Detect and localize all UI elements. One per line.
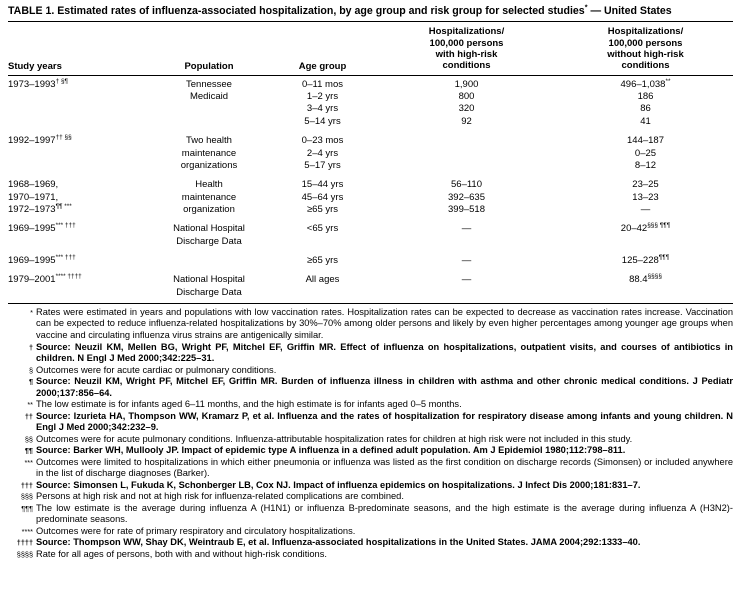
column-header-age-group: Age group xyxy=(298,60,347,72)
header-line: without high-risk xyxy=(607,49,684,61)
rate-without-high-risk-cell: 0–25 xyxy=(634,147,657,159)
age-group-cell: <65 yrs xyxy=(306,223,339,235)
study-years-cell: 1969–1995*** ††† xyxy=(8,253,76,266)
rate-without-high-risk-cell: 41 xyxy=(640,115,651,127)
column-header-with-high-risk xyxy=(375,26,558,72)
age-group-cell: ≥65 yrs xyxy=(306,254,339,266)
age-group-cell: ≥65 yrs xyxy=(306,203,339,215)
study-years-cell xyxy=(8,148,148,160)
header-line: 100,000 persons xyxy=(429,37,504,49)
footnote-marker: ¶¶ xyxy=(24,446,33,456)
study-years-cell: 1992–1997†† §§ xyxy=(8,134,72,147)
table-row xyxy=(8,148,733,160)
rate-with-high-risk-cell xyxy=(375,287,558,299)
footnote xyxy=(8,445,733,457)
footnote xyxy=(8,376,733,399)
population-cell: National Hospital xyxy=(173,223,245,235)
population-cell: Health xyxy=(195,179,223,191)
header-line: conditions xyxy=(621,60,670,72)
rate-without-high-risk-cell: 23–25 xyxy=(632,179,659,191)
footnote-text: Source: Neuzil KM, Wright PF, Mitchel EF, Griffin MR. Burden of influenza illness in children with asthma and other chronic medical conditions. J Pediatr 2000;137:856–64. xyxy=(36,376,733,398)
header-line: with high-risk xyxy=(435,49,498,61)
table-row xyxy=(8,91,733,103)
population-cell: Discharge Data xyxy=(176,286,242,298)
footnote-marker: ** xyxy=(27,400,33,410)
table-row xyxy=(8,236,733,248)
table-body xyxy=(8,76,733,299)
rate-without-high-risk-cell: 125–228¶¶¶ xyxy=(621,253,670,266)
rate-with-high-risk-cell: 392–635 xyxy=(448,191,485,203)
footnote xyxy=(8,491,733,503)
footnote-text: Rate for all ages of persons, both with and without high-risk conditions. xyxy=(36,548,327,559)
age-group-cell: 15–44 yrs xyxy=(301,179,344,191)
study-years-cell xyxy=(8,287,148,299)
population-cell: Discharge Data xyxy=(176,235,242,247)
age-group-cell: 3–4 yrs xyxy=(306,103,339,115)
footnote-text: Source: Barker WH, Mullooly JP. Impact of epidemic type A influenza in a defined adult population. Am J Epidemiol 1980;112:798–811. xyxy=(36,445,626,456)
rate-with-high-risk-cell: 800 xyxy=(458,91,475,103)
age-group-cell: All ages xyxy=(305,274,340,286)
age-group-cell: 45–64 yrs xyxy=(301,191,344,203)
footnote-marker: ¶ xyxy=(28,377,33,387)
rate-without-high-risk-cell: — xyxy=(640,203,651,215)
footnote-marker: ††† xyxy=(20,480,33,490)
study-years-cell xyxy=(8,160,148,172)
population-cell: maintenance xyxy=(181,147,237,159)
footnote xyxy=(8,537,733,549)
footnote-text: Source: Simonsen L, Fukuda K, Schonberger LB, Cox NJ. Impact of influenza epidemics on hospitalizations. J Infect Dis 2000;181:831–7. xyxy=(36,479,641,490)
footnote xyxy=(8,526,733,538)
footnote-text: Outcomes were for acute pulmonary conditions. Influenza-attributable hospitalization rates for children at high risk were not included in this study. xyxy=(36,433,633,444)
study-years-cell: 1970–1971, xyxy=(8,191,59,203)
footnote-marker: *** xyxy=(24,457,33,467)
footnote-text: Outcomes were for acute cardiac or pulmonary conditions. xyxy=(36,364,277,375)
table-row xyxy=(8,192,733,204)
footnote-text: Source: Neuzil KM, Mellen BG, Wright PF, Mitchel EF, Griffin MR. Effect of influenza on hospitalizations, outpatient visits, and courses of antibiotics in children. N Engl J Med 2000;342:225–31. xyxy=(36,341,733,364)
age-group-cell: 5–17 yrs xyxy=(304,159,341,171)
age-group-cell: 1–2 yrs xyxy=(306,91,339,103)
footnote-text: The low estimate is the average during influenza A (H1N1) or influenza B-predominate seasons, and the high estimate is the average during influenza A (H3N2)-predominate seasons. xyxy=(36,502,733,525)
rate-with-high-risk-cell: 56–110 xyxy=(451,179,482,191)
rate-with-high-risk-cell xyxy=(375,148,558,160)
rate-without-high-risk-cell: 8–12 xyxy=(634,159,657,171)
population-cell: Two health xyxy=(186,135,232,147)
rate-with-high-risk-cell xyxy=(375,135,558,147)
table-row xyxy=(8,79,733,91)
footnote-marker: §§§§ xyxy=(16,549,33,559)
footnote xyxy=(8,365,733,377)
rate-with-high-risk-cell: — xyxy=(461,223,472,235)
footnote-text: Source: Izurieta HA, Thompson WW, Kramarz P, et al. Influenza and the rates of hospitalization for respiratory disease among infants and young children. N Engl J Med 2000;342:232–9. xyxy=(36,410,733,433)
rate-with-high-risk-cell: 1,900 xyxy=(454,78,479,90)
footnote xyxy=(8,342,733,365)
population-cell: organization xyxy=(183,203,235,215)
rate-with-high-risk-cell: — xyxy=(461,254,472,266)
age-group-cell xyxy=(270,287,375,299)
rate-without-high-risk-cell: 144–187 xyxy=(627,135,664,147)
footnote xyxy=(8,480,733,492)
footnote-marker: ¶¶¶ xyxy=(21,503,33,513)
rate-without-high-risk-cell xyxy=(558,236,733,248)
table-row xyxy=(8,255,733,267)
rate-with-high-risk-cell: 399–518 xyxy=(448,203,485,215)
rate-without-high-risk-cell: 20–42§§§ ¶¶¶ xyxy=(620,222,671,235)
column-header-population: Population xyxy=(184,60,234,72)
population-cell xyxy=(148,116,270,128)
table-row xyxy=(8,274,733,286)
population-cell: Medicaid xyxy=(189,91,229,103)
footnote-marker: * xyxy=(30,307,33,317)
population-cell: maintenance xyxy=(181,191,237,203)
study-years-cell xyxy=(8,236,148,248)
header-line: Hospitalizations/ xyxy=(428,26,505,38)
age-group-cell xyxy=(270,236,375,248)
footnote-marker: §§§ xyxy=(20,492,33,502)
population-cell: organizations xyxy=(180,159,238,171)
footnote-marker: † xyxy=(28,342,33,352)
rate-without-high-risk-cell: 496–1,038** xyxy=(620,77,671,90)
table-row xyxy=(8,287,733,299)
footnotes xyxy=(8,304,733,560)
table-row xyxy=(8,116,733,128)
footnote xyxy=(8,399,733,411)
footnote-text: Rates were estimated in years and populations with low vaccination rates. Hospitalization rates can be expected to decrease as vaccination rates increase. Vaccination can be expected to reduce influenza-related hospitalizations by 30%–70% among older persons and likely by even higher percentages among younger age groups when vaccine and circulating influenza virus strains are antigenically similar. xyxy=(36,306,733,340)
study-years-cell xyxy=(8,103,148,115)
study-years-cell: 1972–1973¶¶ *** xyxy=(8,202,72,215)
population-cell: National Hospital xyxy=(173,274,245,286)
footnote xyxy=(8,307,733,342)
rate-without-high-risk-cell xyxy=(558,287,733,299)
study-years-cell xyxy=(8,116,148,128)
footnote-text: Outcomes were for rate of primary respiratory and circulatory hospitalizations. xyxy=(36,525,356,536)
footnote-text: Persons at high risk and not at high risk for influenza-related complications are combined. xyxy=(36,491,404,502)
footnote xyxy=(8,411,733,434)
study-years-cell: 1968–1969, xyxy=(8,179,59,191)
header-line: Hospitalizations/ xyxy=(607,26,684,38)
footnote-text: The low estimate is for infants aged 6–11 months, and the high estimate is for infants aged 0–5 months. xyxy=(36,399,462,410)
header-line: 100,000 persons xyxy=(608,37,683,49)
table-row xyxy=(8,204,733,216)
study-years-cell xyxy=(8,91,148,103)
table-row xyxy=(8,135,733,147)
header-line: conditions xyxy=(442,60,491,72)
rate-with-high-risk-cell: 92 xyxy=(461,115,472,127)
footnote-marker: †† xyxy=(24,411,33,421)
age-group-cell: 0–11 mos xyxy=(301,78,343,90)
table-row xyxy=(8,223,733,235)
population-cell xyxy=(148,255,270,267)
column-header-without-high-risk xyxy=(558,26,733,72)
age-group-cell: 2–4 yrs xyxy=(306,147,339,159)
table-row xyxy=(8,160,733,172)
footnote xyxy=(8,503,733,526)
study-years-cell: 1979–2001**** †††† xyxy=(8,273,82,286)
footnote-marker: §§ xyxy=(24,434,33,444)
footnote xyxy=(8,549,733,561)
rate-without-high-risk-cell: 86 xyxy=(640,103,651,115)
footnote-marker: § xyxy=(28,365,33,375)
age-group-cell: 0–23 mos xyxy=(301,135,344,147)
study-years-cell: 1973–1993† §¶ xyxy=(8,77,68,90)
rate-with-high-risk-cell xyxy=(375,160,558,172)
age-group-cell: 5–14 yrs xyxy=(304,115,341,127)
rate-with-high-risk-cell: 320 xyxy=(458,103,475,115)
study-years-cell: 1969–1995*** ††† xyxy=(8,222,76,235)
rate-without-high-risk-cell: 13–23 xyxy=(632,191,659,203)
footnote-text: Outcomes were limited to hospitalizations in which either pneumonia or influenza was listed as the first condition on discharge records (Simonsen) or included anywhere in the list of discharge diagnoses (Barker). xyxy=(36,456,733,479)
table-row xyxy=(8,179,733,191)
population-cell xyxy=(148,103,270,115)
table-header-row xyxy=(8,22,733,75)
footnote-text: Source: Thompson WW, Shay DK, Weintraub E, et al. Influenza-associated hospitalizations in the United States. JAMA 2004;292:1333–40. xyxy=(36,537,641,548)
rate-with-high-risk-cell: — xyxy=(461,274,472,286)
footnote xyxy=(8,457,733,480)
rate-without-high-risk-cell: 88.4§§§§ xyxy=(629,273,662,286)
footnote-marker: **** xyxy=(21,526,33,536)
table-title: TABLE 1. Estimated rates of influenza-associated hospitalization, by age group and risk group for selected studies* — United States xyxy=(8,2,672,17)
footnote xyxy=(8,434,733,446)
table-row xyxy=(8,103,733,115)
rate-with-high-risk-cell xyxy=(375,236,558,248)
population-cell: Tennessee xyxy=(186,78,232,90)
rate-without-high-risk-cell: 186 xyxy=(637,91,654,103)
column-header-study-years: Study years xyxy=(8,60,62,72)
footnote-marker: †††† xyxy=(16,538,33,548)
